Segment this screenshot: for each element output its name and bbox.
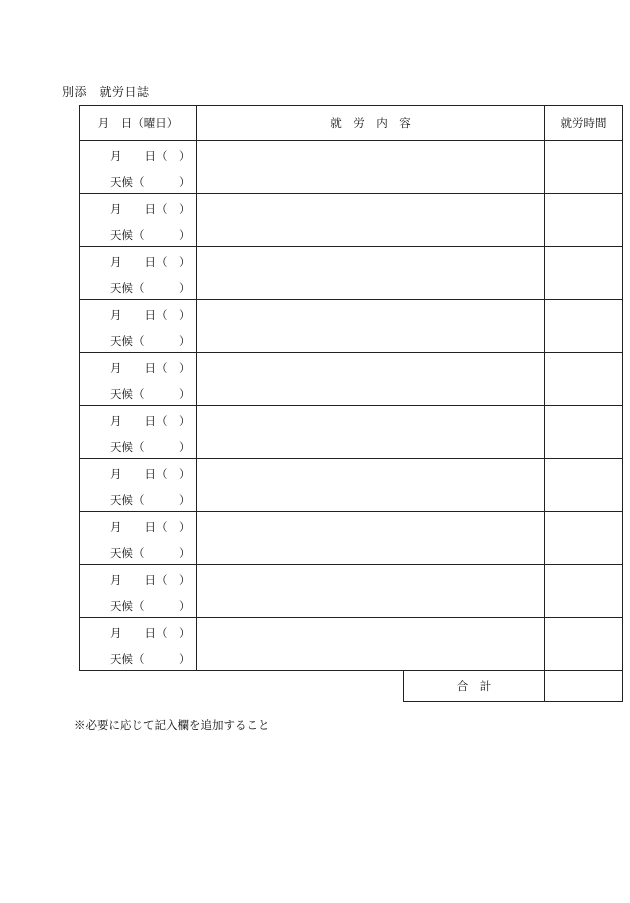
work-hours-cell[interactable]	[545, 618, 623, 671]
table-row	[80, 565, 623, 618]
table-row	[80, 194, 623, 247]
document-heading: 別添 就労日誌	[62, 85, 150, 99]
weather-line: 天候（ ）	[110, 175, 191, 189]
total-hours-cell[interactable]	[545, 671, 623, 702]
work-hours-cell[interactable]	[545, 565, 623, 618]
date-line: 月 日（ ）	[110, 467, 191, 481]
work-hours-cell[interactable]	[545, 406, 623, 459]
table-header-row	[80, 106, 623, 141]
date-line: 月 日（ ）	[110, 626, 191, 640]
weather-line: 天候（ ）	[110, 546, 191, 560]
weather-line: 天候（ ）	[110, 599, 191, 613]
work-hours-cell[interactable]	[545, 353, 623, 406]
date-weather-cell[interactable]	[80, 194, 197, 247]
date-line: 月 日（ ）	[110, 255, 191, 269]
date-weather-cell[interactable]	[80, 512, 197, 565]
table-row	[80, 406, 623, 459]
total-row	[80, 671, 623, 702]
date-line: 月 日（ ）	[110, 149, 191, 163]
date-weather-cell[interactable]	[80, 565, 197, 618]
work-content-cell[interactable]	[197, 618, 545, 671]
work-content-cell[interactable]	[197, 300, 545, 353]
total-label: 合 計	[404, 671, 545, 702]
work-hours-cell[interactable]	[545, 141, 623, 194]
weather-line: 天候（ ）	[110, 387, 191, 401]
footnote: ※必要に応じて記入欄を追加すること	[74, 718, 270, 732]
table-row	[80, 459, 623, 512]
total-row-spacer	[80, 671, 404, 702]
weather-line: 天候（ ）	[110, 493, 191, 507]
work-content-cell[interactable]	[197, 565, 545, 618]
weather-line: 天候（ ）	[110, 228, 191, 242]
date-weather-cell[interactable]	[80, 300, 197, 353]
table-row	[80, 353, 623, 406]
work-hours-cell[interactable]	[545, 512, 623, 565]
weather-line: 天候（ ）	[110, 652, 191, 666]
date-weather-cell[interactable]	[80, 618, 197, 671]
work-hours-cell[interactable]	[545, 459, 623, 512]
date-weather-cell[interactable]	[80, 459, 197, 512]
date-weather-cell[interactable]	[80, 406, 197, 459]
work-hours-cell[interactable]	[545, 300, 623, 353]
date-line: 月 日（ ）	[110, 202, 191, 216]
work-content-column-header: 就 労 内 容	[197, 106, 545, 141]
date-line: 月 日（ ）	[110, 414, 191, 428]
date-weather-cell[interactable]	[80, 247, 197, 300]
work-content-cell[interactable]	[197, 406, 545, 459]
work-content-cell[interactable]	[197, 353, 545, 406]
work-hours-column-header: 就労時間	[545, 106, 623, 141]
date-weather-cell[interactable]	[80, 353, 197, 406]
table-row	[80, 618, 623, 671]
date-line: 月 日（ ）	[110, 573, 191, 587]
date-line: 月 日（ ）	[110, 308, 191, 322]
weather-line: 天候（ ）	[110, 334, 191, 348]
date-line: 月 日（ ）	[110, 520, 191, 534]
work-log-table	[79, 105, 623, 702]
table-row	[80, 247, 623, 300]
work-hours-cell[interactable]	[545, 247, 623, 300]
weather-line: 天候（ ）	[110, 440, 191, 454]
date-column-header: 月 日（曜日）	[80, 106, 197, 141]
work-content-cell[interactable]	[197, 459, 545, 512]
table-row	[80, 512, 623, 565]
work-content-cell[interactable]	[197, 247, 545, 300]
work-content-cell[interactable]	[197, 512, 545, 565]
work-content-cell[interactable]	[197, 194, 545, 247]
table-row	[80, 300, 623, 353]
weather-line: 天候（ ）	[110, 281, 191, 295]
work-content-cell[interactable]	[197, 141, 545, 194]
date-weather-cell[interactable]	[80, 141, 197, 194]
date-line: 月 日（ ）	[110, 361, 191, 375]
table-row	[80, 141, 623, 194]
work-hours-cell[interactable]	[545, 194, 623, 247]
log-rows	[80, 141, 623, 671]
